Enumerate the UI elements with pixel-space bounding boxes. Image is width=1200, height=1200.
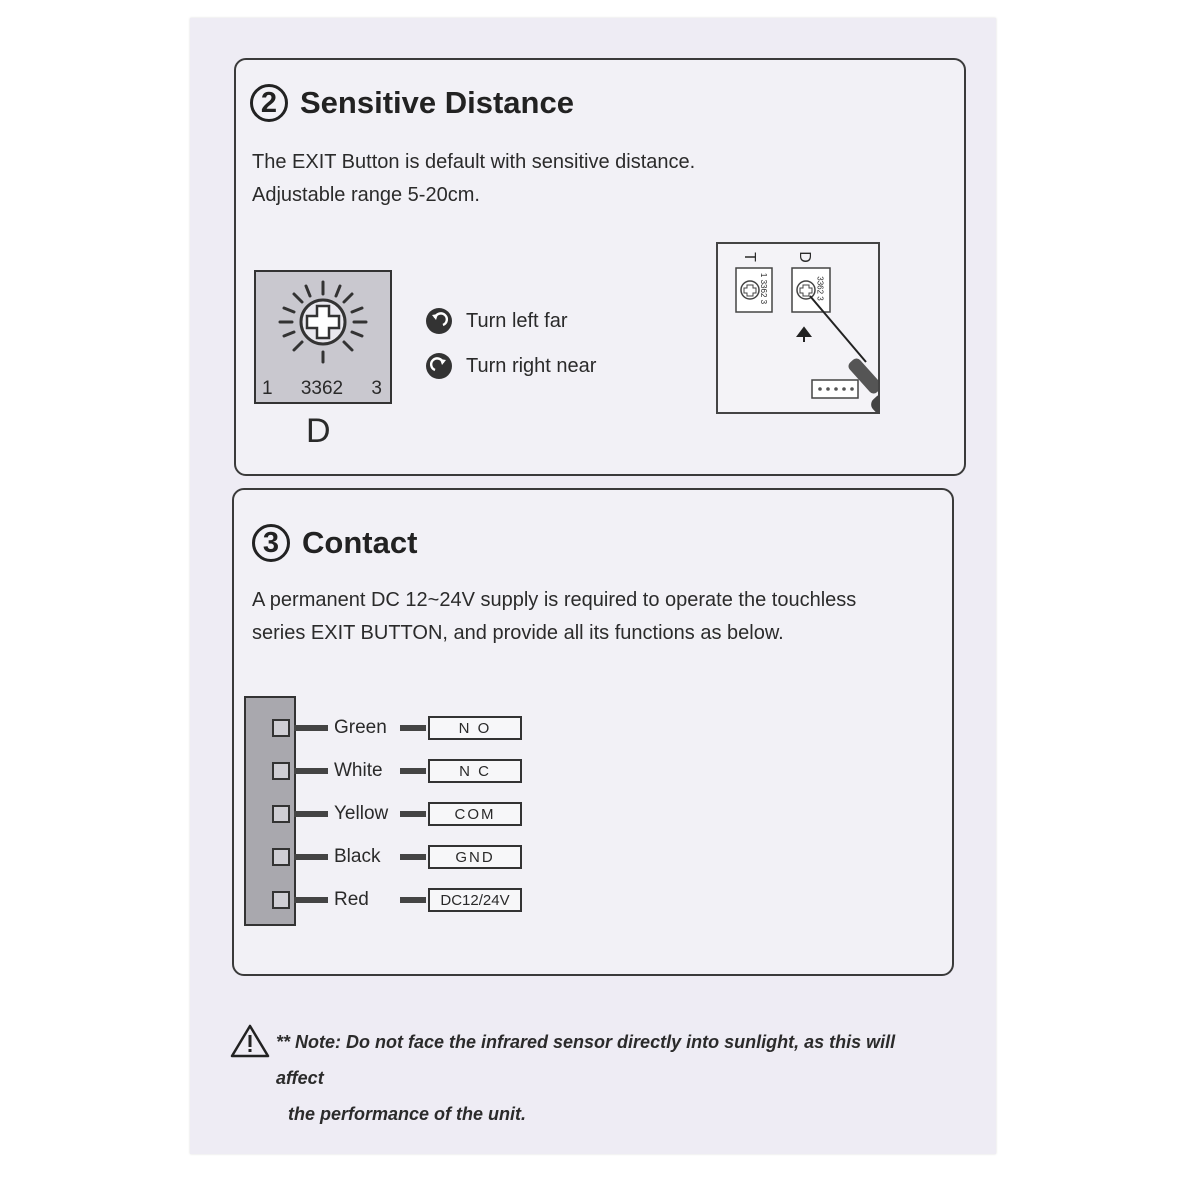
pcb-label-t: T xyxy=(740,252,758,262)
section-contact xyxy=(232,488,954,976)
wire-line xyxy=(400,725,426,731)
wire-line xyxy=(400,854,426,860)
wire-line xyxy=(294,768,328,774)
wire-row xyxy=(272,845,522,869)
dial-left-number: 1 xyxy=(262,378,273,399)
rotate-left-icon xyxy=(426,308,452,334)
wire-line xyxy=(400,811,426,817)
turn-right-instruction xyxy=(426,353,596,379)
terminal-square xyxy=(272,719,290,737)
section-heading xyxy=(250,84,574,122)
section-sensitive-distance xyxy=(234,58,966,476)
wire-color-label: Red xyxy=(334,889,369,910)
section-title: Contact xyxy=(302,525,418,560)
terminal-label: N C xyxy=(428,759,522,783)
terminal-label: COM xyxy=(428,802,522,826)
description xyxy=(252,146,695,212)
wire-line xyxy=(400,768,426,774)
pcb-label-d: D xyxy=(795,251,813,263)
wire-line xyxy=(294,897,328,903)
potentiometer-dial xyxy=(254,270,392,404)
section-title: Sensitive Distance xyxy=(300,85,574,120)
terminal-square xyxy=(272,848,290,866)
turn-right-label: Turn right near xyxy=(466,354,597,377)
terminal-label: DC12/24V xyxy=(428,888,522,912)
wire-line xyxy=(294,854,328,860)
wire-row xyxy=(272,802,522,826)
description-line-1: A permanent DC 12~24V supply is required to operate the touchless xyxy=(252,589,857,611)
description-line-1: The EXIT Button is default with sensitive distance. xyxy=(252,151,696,173)
note-text xyxy=(276,1024,936,1132)
warning-triangle-icon xyxy=(230,1024,270,1058)
section-number: 2 xyxy=(250,84,288,122)
wire-color-label: Black xyxy=(334,846,381,867)
terminal-label: GND xyxy=(428,845,522,869)
terminal-square xyxy=(272,762,290,780)
wire-row xyxy=(272,888,522,912)
terminal-square xyxy=(272,805,290,823)
wire-color-label: White xyxy=(334,760,383,781)
pcb-pot-d-label: 3362 3 xyxy=(815,276,825,301)
terminal-square xyxy=(272,891,290,909)
rotate-right-icon xyxy=(426,353,452,379)
wire-row xyxy=(272,759,522,783)
manual-page xyxy=(190,18,996,1154)
section-number: 3 xyxy=(252,524,290,562)
wire-row xyxy=(272,716,522,740)
description-line-2: Adjustable range 5-20cm. xyxy=(252,184,480,206)
note-line-2: the performance of the unit. xyxy=(288,1104,527,1124)
pcb-illustration xyxy=(718,244,878,412)
dial-right-number: 3 xyxy=(371,378,382,399)
dial-letter: D xyxy=(306,412,331,450)
turn-left-instruction xyxy=(426,308,568,334)
circuit-board-diagram xyxy=(716,242,880,414)
terminal-label: N O xyxy=(428,716,522,740)
description xyxy=(252,584,856,650)
wire-line xyxy=(294,811,328,817)
wire-color-label: Yellow xyxy=(334,803,389,824)
turn-left-label: Turn left far xyxy=(466,309,568,332)
wire-color-label: Green xyxy=(334,717,387,738)
note-line-1: ** Note: Do not face the infrared sensor directly into sunlight, as this will affect xyxy=(276,1032,896,1088)
pcb-pot-t-label: 1 3362 3 xyxy=(759,272,769,305)
wire-line xyxy=(294,725,328,731)
dial-numbers xyxy=(262,378,382,400)
wire-line xyxy=(400,897,426,903)
warning-note xyxy=(230,1024,936,1132)
sun-dial-icon xyxy=(256,272,390,372)
section-heading xyxy=(252,524,417,562)
dial-model: 3362 xyxy=(300,378,344,399)
description-line-2: series EXIT BUTTON, and provide all its functions as below. xyxy=(252,622,784,644)
